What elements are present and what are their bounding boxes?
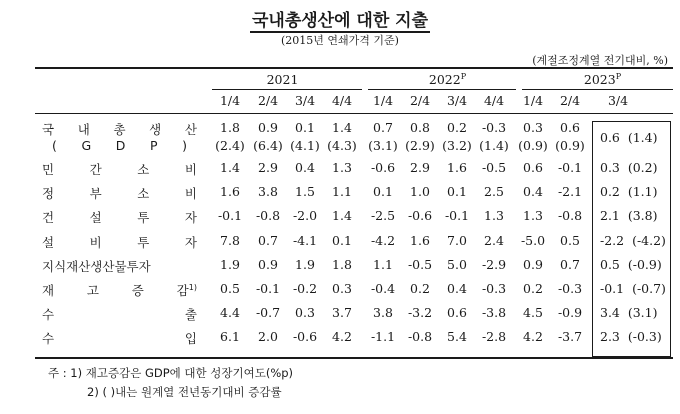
quarter-header: 1/4 — [522, 93, 544, 108]
row-label: 수 입 — [42, 331, 197, 346]
table-cell: -0.5 — [481, 160, 507, 175]
q34-cell: 2.1 (3.8) — [600, 208, 658, 223]
quarter-header: 2/4 — [409, 93, 431, 108]
table-cell: 1.8 — [332, 257, 352, 272]
row-label: 설 비 투 자 — [42, 235, 197, 250]
q34-cell: 0.2 (1.1) — [600, 184, 658, 199]
gdp-yoy-value: (3.1) — [368, 138, 398, 153]
row-label: 건 설 투 자 — [42, 210, 197, 225]
table-cell: -0.6 — [407, 208, 433, 223]
table-cell: 5.4 — [447, 329, 467, 344]
table-cell: 2.5 — [484, 184, 504, 199]
table-cell: 1.6 — [447, 160, 467, 175]
table-cell: -3.7 — [557, 329, 583, 344]
quarter-header: 1/4 — [372, 93, 394, 108]
table-cell: 7.8 — [220, 233, 240, 248]
gdp-value: 0.8 — [410, 120, 430, 135]
table-cell: -0.5 — [407, 257, 433, 272]
gdp-yoy-value: (0.9) — [518, 138, 548, 153]
table-cell: 0.7 — [258, 233, 278, 248]
gdp-value: 0.3 — [523, 120, 543, 135]
table-cell: -2.0 — [292, 208, 318, 223]
table-cell: 0.1 — [373, 184, 393, 199]
table-cell: 0.9 — [523, 257, 543, 272]
table-cell: 0.1 — [447, 184, 467, 199]
gdp-value: 1.4 — [332, 120, 352, 135]
table-cell: -5.0 — [520, 233, 546, 248]
header-rule — [35, 113, 673, 114]
table-cell: 2.0 — [258, 329, 278, 344]
gdp-yoy-value: (2.4) — [215, 138, 245, 153]
quarter-header: 4/4 — [483, 93, 505, 108]
table-cell: 1.9 — [220, 257, 240, 272]
q34-cell: -0.1 (-0.7) — [600, 281, 666, 296]
year-2021-rule — [212, 89, 362, 90]
quarter-header: 1/4 — [219, 93, 241, 108]
table-cell: 0.5 — [560, 233, 580, 248]
table-cell: -1.1 — [370, 329, 396, 344]
quarter-header: 2/4 — [559, 93, 581, 108]
table-cell: -0.8 — [255, 208, 281, 223]
table-cell: -3.8 — [481, 305, 507, 320]
q34-cell: 3.4 (3.1) — [600, 305, 658, 320]
table-cell: -0.9 — [557, 305, 583, 320]
gdp-value: 0.7 — [373, 120, 393, 135]
table-cell: 1.1 — [373, 257, 393, 272]
table-title: 국내총생산에 대한 지출 — [251, 11, 429, 31]
table-cell: 5.0 — [447, 257, 467, 272]
table-cell: -2.5 — [370, 208, 396, 223]
table-cell: -2.9 — [481, 257, 507, 272]
gdp-value: 0.6 — [560, 120, 580, 135]
table-cell: -0.3 — [481, 281, 507, 296]
unit-label: (계절조정계열 전기대비, %) — [532, 54, 668, 67]
year-2023-rule — [522, 89, 673, 90]
table-cell: 4.2 — [332, 329, 352, 344]
top-rule — [35, 67, 673, 69]
gdp-yoy-value: (6.4) — [253, 138, 283, 153]
table-cell: -0.8 — [557, 208, 583, 223]
table-cell: -2.8 — [481, 329, 507, 344]
table-cell: 0.3 — [332, 281, 352, 296]
gdp-yoy-value: (3.2) — [442, 138, 472, 153]
gdp-value: -0.3 — [481, 120, 507, 135]
table-cell: 1.3 — [484, 208, 504, 223]
q34-cell: 2.3 (-0.3) — [600, 329, 662, 344]
table-cell: 0.4 — [523, 184, 543, 199]
q34-cell: -2.2 (-4.2) — [600, 233, 666, 248]
table-cell: 0.2 — [410, 281, 430, 296]
table-cell: 2.9 — [410, 160, 430, 175]
table-cell: 0.1 — [332, 233, 352, 248]
table-cell: 2.4 — [484, 233, 504, 248]
year-2022: $2022^P$ — [428, 72, 467, 88]
table-cell: -0.1 — [255, 281, 281, 296]
table-cell: 1.0 — [410, 184, 430, 199]
gdp-yoy-value: (0.9) — [555, 138, 585, 153]
table-cell: 0.5 — [220, 281, 240, 296]
table-cell: 0.6 — [523, 160, 543, 175]
row-label: 수 출 — [42, 307, 197, 322]
table-cell: -4.1 — [292, 233, 318, 248]
table-cell: 4.5 — [523, 305, 543, 320]
table-cell: 1.5 — [295, 184, 315, 199]
table-cell: 3.7 — [332, 305, 352, 320]
gdp-yoy-value: (4.1) — [290, 138, 320, 153]
table-cell: -0.2 — [292, 281, 318, 296]
table-subtitle: (2015년 연쇄가격 기준) — [281, 34, 399, 47]
row-sublabel-gdp: ( G D P ) — [52, 138, 187, 153]
table-cell: 3.8 — [373, 305, 393, 320]
gdp-value: 0.1 — [295, 120, 315, 135]
table-cell: -0.1 — [557, 160, 583, 175]
year-2023: $2023^P$ — [583, 72, 622, 88]
gdp-yoy-value: (1.4) — [479, 138, 509, 153]
table-cell: 2.9 — [258, 160, 278, 175]
row-label: 재 고 증 감$^{1)}$ — [42, 282, 197, 298]
gdp-value: 0.9 — [258, 120, 278, 135]
table-cell: -0.1 — [217, 208, 243, 223]
table-cell: -0.1 — [444, 208, 470, 223]
quarter-header: 4/4 — [331, 93, 353, 108]
table-cell: 1.1 — [332, 184, 352, 199]
row-label: 민 간 소 비 — [42, 162, 197, 177]
table-cell: 0.4 — [447, 281, 467, 296]
gdp-q34: 0.6 (1.4) — [600, 130, 658, 145]
row-label: 지식재산생산물투자 — [42, 259, 151, 274]
table-cell: 6.1 — [220, 329, 240, 344]
year-2022-rule — [368, 89, 516, 90]
row-label: 정 부 소 비 — [42, 186, 197, 201]
table-cell: -0.8 — [407, 329, 433, 344]
table-cell: 4.4 — [220, 305, 240, 320]
table-cell: 0.2 — [523, 281, 543, 296]
table-cell: 7.0 — [447, 233, 467, 248]
quarter-header: 2/4 — [257, 93, 279, 108]
bottom-rule — [35, 357, 673, 359]
table-cell: 0.6 — [447, 305, 467, 320]
table-cell: -0.3 — [557, 281, 583, 296]
table-cell: -0.6 — [292, 329, 318, 344]
gdp-yoy-value: (4.3) — [327, 138, 357, 153]
gdp-yoy-value: (2.9) — [405, 138, 435, 153]
table-cell: -2.1 — [557, 184, 583, 199]
table-cell: -0.7 — [255, 305, 281, 320]
table-cell: 0.3 — [295, 305, 315, 320]
table-cell: 1.6 — [410, 233, 430, 248]
table-cell: 1.4 — [220, 160, 240, 175]
year-2021: 2021 — [266, 72, 299, 87]
table-cell: 1.4 — [332, 208, 352, 223]
table-cell: 0.9 — [258, 257, 278, 272]
table-cell: -0.6 — [370, 160, 396, 175]
gdp-value: 0.2 — [447, 120, 467, 135]
table-cell: 1.9 — [295, 257, 315, 272]
quarter-header: 3/4 — [446, 93, 468, 108]
table-cell: 1.3 — [523, 208, 543, 223]
table-cell: 0.4 — [295, 160, 315, 175]
table-cell: -0.4 — [370, 281, 396, 296]
q34-cell: 0.3 (0.2) — [600, 160, 658, 175]
table-cell: 1.6 — [220, 184, 240, 199]
row-label-gdp: 국 내 총 생 산 — [42, 122, 197, 137]
gdp-value: 1.8 — [220, 120, 240, 135]
table-cell: -4.2 — [370, 233, 396, 248]
quarter-header: 3/4 — [607, 93, 629, 108]
quarter-header: 3/4 — [294, 93, 316, 108]
note-2: 2) ( )내는 원계열 전년동기대비 증감률 — [87, 385, 282, 399]
note-1: 주 : 1) 재고증감은 GDP에 대한 성장기여도(%p) — [48, 366, 294, 380]
table-cell: 3.8 — [258, 184, 278, 199]
table-cell: 0.7 — [560, 257, 580, 272]
q34-cell: 0.5 (-0.9) — [600, 257, 662, 272]
table-cell: 4.2 — [523, 329, 543, 344]
table-cell: -3.2 — [407, 305, 433, 320]
table-cell: 1.3 — [332, 160, 352, 175]
